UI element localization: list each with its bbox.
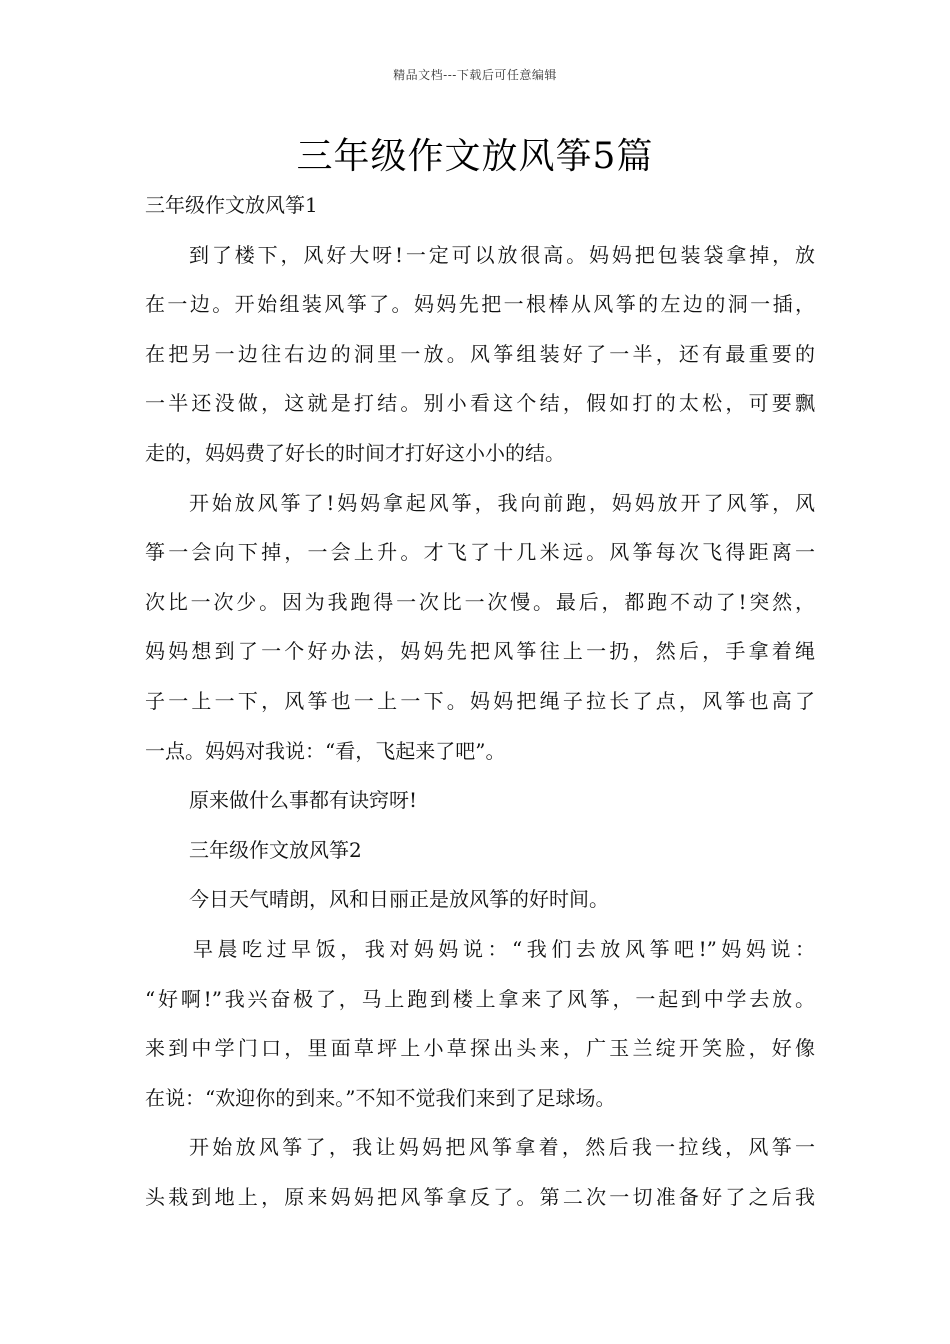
text-line: 开始放风筝了!妈妈拿起风筝，我向前跑，妈妈放开了风筝，风 (189, 490, 815, 515)
text-line: 走的，妈妈费了好长的时间才打好这小小的结。 (145, 440, 565, 465)
text-line: 一半还没做，这就是打结。别小看这个结，假如打的太松，可要飘 (145, 391, 815, 416)
header-note: 精品文档---下载后可任意编辑 (393, 68, 557, 82)
text-line: 今日天气晴朗，风和日丽正是放风筝的好时间。 (189, 887, 609, 912)
text-line: 子一上一下，风筝也一上一下。妈妈把绳子拉长了点，风筝也高了 (145, 688, 815, 713)
text-line: 三年级作文放风筝2 (189, 837, 362, 862)
text-line: 在把另一边往右边的洞里一放。风筝组装好了一半，还有最重要的 (145, 341, 815, 366)
text-line: 三年级作文放风筝1 (145, 193, 318, 217)
text-line: “好啊!”我兴奋极了，马上跑到楼上拿来了风筝，一起到中学去放。 (145, 986, 815, 1011)
text-line: 开始放风筝了，我让妈妈把风筝拿着，然后我一拉线，风筝一 (189, 1135, 815, 1160)
text-line: 在说：“欢迎你的到来。”不知不觉我们来到了足球场。 (145, 1085, 616, 1110)
text-line: 来到中学门口，里面草坪上小草探出头来，广玉兰绽开笑脸，好像 (145, 1036, 815, 1061)
text-line: 一点。妈妈对我说：“看，飞起来了吧”。 (145, 738, 506, 763)
text-line: 早晨吃过早饭，我对妈妈说：“我们去放风筝吧!”妈妈说： (193, 936, 815, 961)
body-text (145, 181, 815, 1222)
text-line: 筝一会向下掉，一会上升。才飞了十几米远。风筝每次飞得距离一 (145, 540, 815, 565)
document-title: 三年级作文放风筝5篇 (296, 136, 654, 177)
text-line: 头栽到地上，原来妈妈把风筝拿反了。第二次一切准备好了之后我 (145, 1184, 815, 1209)
text-line: 在一边。开始组装风筝了。妈妈先把一根棒从风筝的左边的洞一插， (145, 292, 815, 317)
text-line: 原来做什么事都有诀窍呀! (189, 788, 418, 813)
text-line: 妈妈想到了一个好办法，妈妈先把风筝往上一扔，然后，手拿着绳 (145, 639, 815, 664)
text-line: 次比一次少。因为我跑得一次比一次慢。最后，都跑不动了!突然， (145, 589, 815, 614)
text-line: 到了楼下，风好大呀!一定可以放很高。妈妈把包装袋拿掉，放 (189, 242, 815, 267)
